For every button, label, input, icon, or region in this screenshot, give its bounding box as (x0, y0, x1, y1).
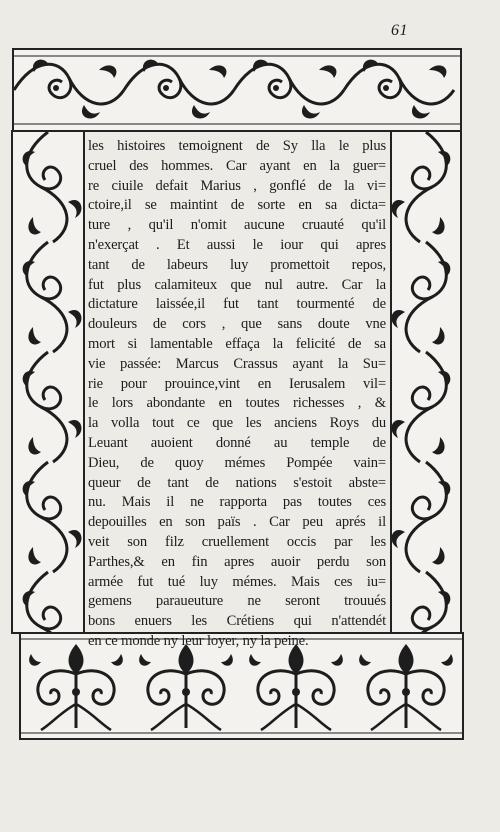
text-line: tant de labeurs luy promettoit repos, (88, 256, 386, 273)
text-line: les histoires temoignent de Sy lla le plus (88, 138, 386, 154)
text-line: douleurs de cors , que sans doute vne (88, 316, 386, 333)
text-line: veit son filz cruellement occis par les (88, 533, 386, 550)
left-ornament-pattern (13, 132, 83, 632)
text-line: la volla tout ce que les anciens Roys du (88, 415, 386, 432)
text-line: fut plus calamiteux que nul autre. Car la (88, 276, 386, 293)
top-ornament-pattern (14, 50, 460, 130)
text-line: bons enuers les Crétiens qui n'attendét (88, 613, 386, 630)
text-line: n'exerçat . Et aussi le iour qui apres (88, 236, 386, 253)
text-line: le lors abondante en toutes richesses , & (88, 395, 386, 412)
text-line: gemens paraueuture ne seront trouués (88, 593, 386, 610)
text-line: cruel des hommes. Car ayant en la guer= (88, 157, 386, 174)
text-line: ctoire,il se maintint de sorte en sa dicta= (88, 197, 386, 214)
text-line: re ciuile defait Marius , gonflé de la vi= (88, 177, 386, 194)
text-line: mort si lamentable effaça la felicité de sa (88, 335, 386, 352)
top-ornamental-border (12, 48, 462, 132)
text-line: depouilles en son païs . Car peu aprés il (88, 514, 386, 531)
text-line: queur de tant de nations s'estoit abste= (88, 474, 386, 491)
body-text (88, 137, 386, 649)
text-line: en ce monde ny leur loyer, ny la peine. (88, 632, 309, 649)
text-line: Dieu, de quoy mémes Pompée vain= (88, 454, 386, 471)
right-ornament-pattern (392, 132, 460, 632)
text-line: Leuant auoient donné au temple de (88, 434, 386, 451)
text-line: ture , qu'il n'omit aucune cruauté qu'il (88, 217, 386, 234)
text-line: vie passée: Marcus Crassus ayant la Su= (88, 355, 386, 372)
text-line: armée fut tué luy mémes. Mais ces iu= (88, 573, 386, 590)
text-line: dictature laissée,il fut tant tourmenté de (88, 296, 386, 313)
text-line: rie pour prouince,vint en Ierusalem vil= (88, 375, 386, 392)
right-ornamental-border (390, 130, 462, 634)
text-line: nu. Mais il ne rapporta pas toutes ces (88, 494, 386, 511)
text-line: Parthes,& en fin apres auoir perdu son (88, 553, 386, 570)
left-ornamental-border (11, 130, 85, 634)
page-number: 61 (391, 22, 408, 39)
